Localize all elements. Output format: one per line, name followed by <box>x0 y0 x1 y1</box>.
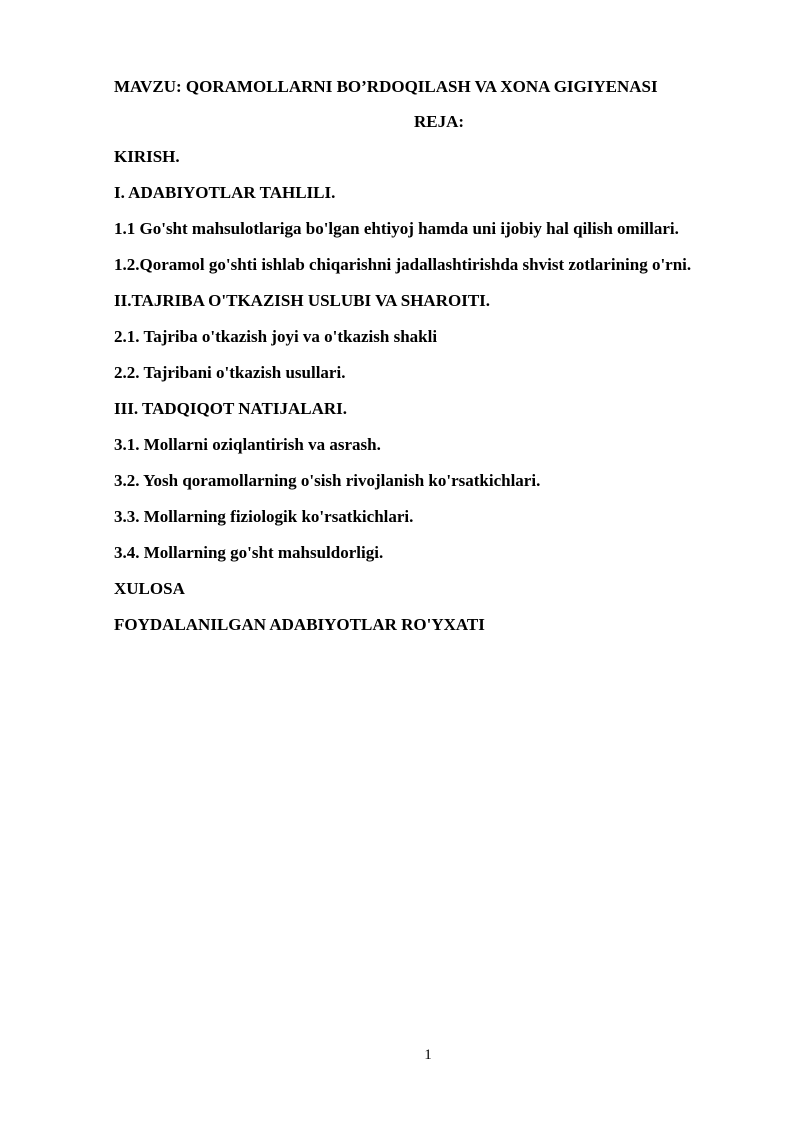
plan-item-3-1: 3.1. Mollarni oziqlantirish va asrash. <box>114 435 381 454</box>
document-title: MAVZU: QORAMOLLARNI BO’RDOQILASH VA XONA GIGIYENASI <box>114 77 658 96</box>
plan-item-chapter-1: I. ADABIYOTLAR TAHLILI. <box>114 183 336 202</box>
plan-item-2-2: 2.2. Tajribani o'tkazish usullari. <box>114 363 346 382</box>
plan-item-1-2: 1.2.Qoramol go'shti ishlab chiqarishni jadallashtirishda shvist zotlarining o'rni. <box>114 255 692 274</box>
plan-item-chapter-3: III. TADQIQOT NATIJALARI. <box>114 399 348 418</box>
plan-heading: REJA: <box>413 112 465 131</box>
plan-item-3-2: 3.2. Yosh qoramollarning o'sish rivojlanish ko'rsatkichlari. <box>114 471 541 490</box>
plan-item-2-1: 2.1. Tajriba o'tkazish joyi va o'tkazish shakli <box>114 327 438 346</box>
plan-item-introduction: KIRISH. <box>114 147 180 166</box>
plan-item-1-1: 1.1 Go'sht mahsulotlariga bo'lgan ehtiyoj hamda uni ijobiy hal qilish omillari. <box>114 219 679 238</box>
plan-item-conclusion: XULOSA <box>114 579 185 598</box>
plan-content <box>114 76 734 636</box>
plan-item-references: FOYDALANILGAN ADABIYOTLAR RO'YXATI <box>114 615 485 634</box>
plan-item-chapter-2: II.TAJRIBA O'TKAZISH USLUBI VA SHAROITI. <box>114 291 491 310</box>
page-number: 1 <box>424 1047 432 1063</box>
plan-item-3-3: 3.3. Mollarning fiziologik ko'rsatkichlari. <box>114 507 414 526</box>
plan-item-3-4: 3.4. Mollarning go'sht mahsuldorligi. <box>114 543 384 562</box>
